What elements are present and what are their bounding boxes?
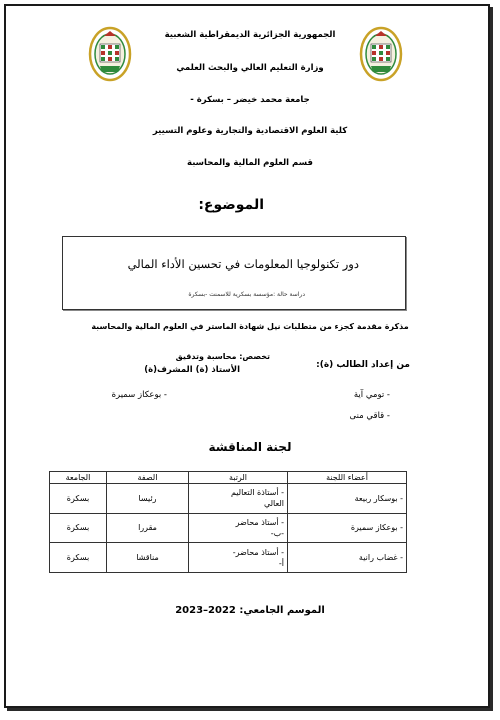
header-department: قسم العلوم المالية والمحاسبة [187,158,313,168]
member-role: رئيسا [107,484,189,514]
member-name: - بوعكاز سميرة [288,513,407,543]
rank-line-2: أ- [278,558,284,568]
thesis-title-box [62,236,406,310]
member-role: مقررا [107,513,189,543]
student-name-2: - قاقي منى [349,411,390,421]
students-label: من إعداد الطالب (ة): [316,360,410,370]
table-row [50,513,407,543]
header-ministry: وزارة التعليم العالي والبحث العلمي [176,63,324,73]
thesis-note: مذكرة مقدمة كجزء من متطلبات نيل شهادة الماستر في العلوم المالية والمحاسبة [91,322,409,331]
rank-line-1: - أستاذ محاضر [235,517,284,527]
supervisor-name: - بوعكاز سميرة [111,390,167,400]
table-row [50,543,407,573]
header-university: الجامعة [50,472,107,484]
member-university: بسكرة [50,543,107,573]
table-header-row [50,472,407,484]
rank-line-1: - أستاذة التعاليم [230,488,284,498]
academic-year: الموسم الجامعي: 2022–2023 [175,605,325,616]
specialty: تخصص: محاسبة وتدقيق [175,352,270,361]
header-role: الصفة [107,472,189,484]
subject-label: الموضوع: [198,197,264,213]
header-members: أعضاء اللجنة [288,472,407,484]
header-republic: الجمهورية الجزائرية الديمقراطية الشعبية [164,30,336,40]
rank-line-1: - أستاذ محاضر- [232,547,284,557]
member-university: بسكرة [50,484,107,514]
member-name: - بوسكار ربيعة [288,484,407,514]
member-rank [189,543,288,573]
header-faculty: كلية العلوم الاقتصادية والتجارية وعلوم التسيير [152,126,348,136]
committee-title: لجنة المناقشة [208,440,292,454]
member-rank [189,513,288,543]
student-name-1: - تومي آية [353,390,390,400]
member-name: - غضاب رانية [288,543,407,573]
header-university: جامعة محمد خيضر – بسكرة - [190,95,310,105]
rank-line-2: العالي [263,499,284,509]
table-row [50,484,407,514]
member-university: بسكرة [50,513,107,543]
committee-table [49,471,407,573]
case-study-subtitle: دراسة حالة :مؤسسة بسكرية للاسمنت -بسكرة [188,291,305,298]
rank-line-2: -ب- [270,528,284,538]
member-role: مناقشا [107,543,189,573]
header-rank: الرتبة [189,472,288,484]
member-rank [189,484,288,514]
supervisor-label: الأستاذ (ة) المشرف(ة) [144,365,240,375]
thesis-title: دور تكنولوجيا المعلومات في تحسين الأداء المالي [127,257,359,271]
